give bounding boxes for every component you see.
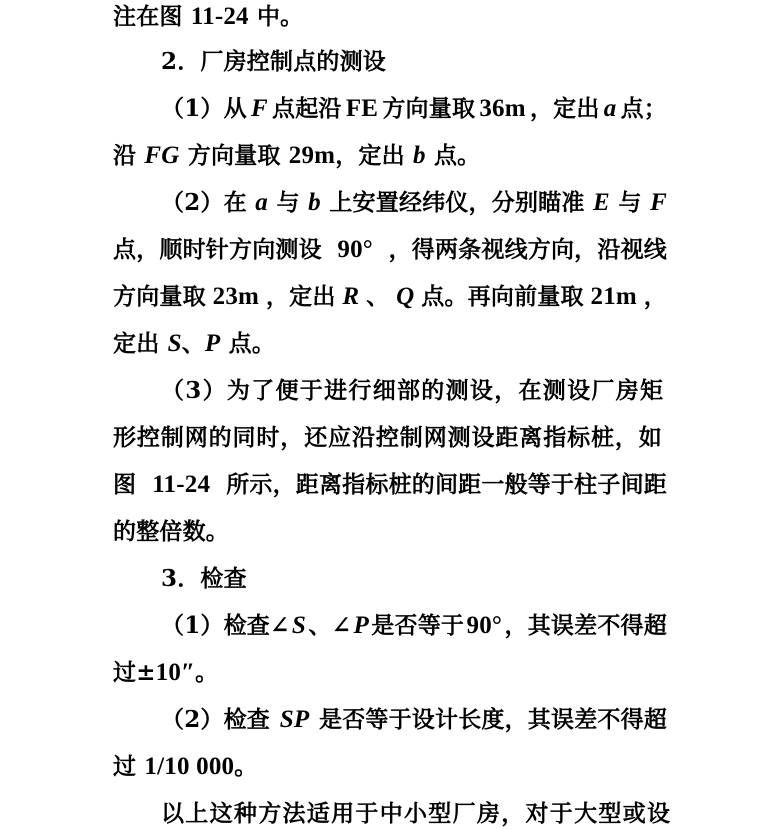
distance-value: 21m [590, 283, 637, 310]
text-run: 沿 [113, 142, 145, 169]
text-line [161, 188, 667, 218]
text-run: 、∠ [308, 612, 352, 639]
point-label: R [342, 283, 360, 310]
section-heading [161, 564, 247, 594]
text-line [161, 705, 667, 735]
figure-ref: 11-24 [190, 3, 249, 30]
text-line [161, 799, 671, 829]
text-run: （1）检查∠ [161, 612, 290, 639]
text-run: 方向量取 [179, 142, 289, 169]
point-label: S [291, 612, 306, 639]
text-run: （2）在 [161, 189, 247, 216]
text-run: 所示，距离指标桩的间距一般等于柱子间距 [226, 471, 667, 498]
tolerance-value: 10″ [155, 659, 196, 686]
text-run: （1）从 [161, 95, 247, 122]
text-line [113, 423, 663, 453]
text-run: ，得两条视线方向，沿视线 [388, 236, 667, 263]
point-label: b [413, 142, 426, 169]
text-run: 的整倍数。 [113, 518, 229, 545]
text-run: 。 [195, 659, 219, 686]
point-label: S [167, 330, 182, 357]
text-line [113, 517, 229, 547]
line-label: FE [345, 95, 379, 122]
text-run: 、 [366, 283, 390, 310]
text-run: ，定出 [529, 95, 600, 122]
text-line [113, 141, 480, 171]
section-heading [161, 47, 386, 77]
text-run: 以上这种方法适用于中小型厂房，对于大型或设 [161, 800, 672, 827]
text-run: 方向量取 [382, 95, 476, 122]
section-number: 2． [161, 48, 201, 75]
section-title: 厂房控制点的测设 [200, 48, 387, 75]
text-line [113, 329, 275, 359]
text-run: 过 [113, 753, 145, 780]
text-line [113, 658, 218, 688]
point-label: F [650, 189, 667, 216]
text-run: 过± [113, 659, 156, 686]
text-run: 上安置经纬仪，分别瞄准 [329, 189, 585, 216]
text-line [161, 94, 667, 124]
point-label: a [255, 189, 268, 216]
text-run: 点。 [425, 142, 481, 169]
text-line [113, 752, 257, 782]
line-label: FG [144, 142, 180, 169]
text-run: 定出 [113, 330, 168, 357]
text-run: 点，顺时针方向测设 [113, 236, 322, 263]
text-run: 图 [113, 471, 137, 498]
text-run: ，定出 [265, 283, 336, 310]
text-line [161, 376, 664, 406]
point-label: a [603, 95, 617, 122]
text-line [113, 2, 303, 32]
text-run: ， [643, 283, 667, 310]
text-run: ，定出 [335, 142, 414, 169]
section-title: 检查 [200, 565, 247, 592]
point-label: E [593, 189, 610, 216]
text-run: 点起沿 [272, 95, 342, 122]
text-run: 。 [234, 753, 258, 780]
text-run: 与 [276, 189, 300, 216]
angle-value: 90° [337, 236, 373, 263]
text-run: 是否等于 [371, 612, 465, 639]
text-line [113, 282, 667, 312]
text-run: 形控制网的同时，还应沿控制网测设距离指标桩，如 [113, 424, 663, 451]
point-label: F [250, 95, 268, 122]
point-label: b [308, 189, 321, 216]
text-run: 方向量取 [113, 283, 206, 310]
text-run: 点。再向前量取 [421, 283, 584, 310]
text-run: 点； [620, 95, 667, 122]
distance-value: 36m [479, 95, 526, 122]
distance-value: 23m [212, 283, 260, 310]
angle-value: 90° [466, 612, 503, 639]
text-run: 中。 [248, 3, 304, 30]
section-number: 3． [161, 565, 201, 592]
point-label: P [353, 612, 369, 639]
text-line [113, 235, 667, 265]
text-run: （3）为了便于进行细部的测设，在测设厂房矩 [161, 377, 665, 404]
text-line [113, 470, 667, 500]
text-run: 注在图 [113, 3, 191, 30]
text-run: ，其误差不得超 [504, 612, 667, 639]
point-label: P [204, 330, 221, 357]
point-label: Q [396, 283, 415, 310]
distance-value: 29m [288, 142, 336, 169]
text-line [161, 611, 667, 641]
tolerance-value: 1/10 000 [144, 753, 235, 780]
text-run: 与 [618, 189, 642, 216]
figure-ref: 11-24 [152, 471, 211, 498]
text-run: （2）检查 [161, 706, 271, 733]
text-run: 是否等于设计长度，其误差不得超 [319, 706, 667, 733]
text-run: 、 [181, 330, 205, 357]
line-label: SP [279, 706, 310, 733]
text-run: 点。 [220, 330, 276, 357]
